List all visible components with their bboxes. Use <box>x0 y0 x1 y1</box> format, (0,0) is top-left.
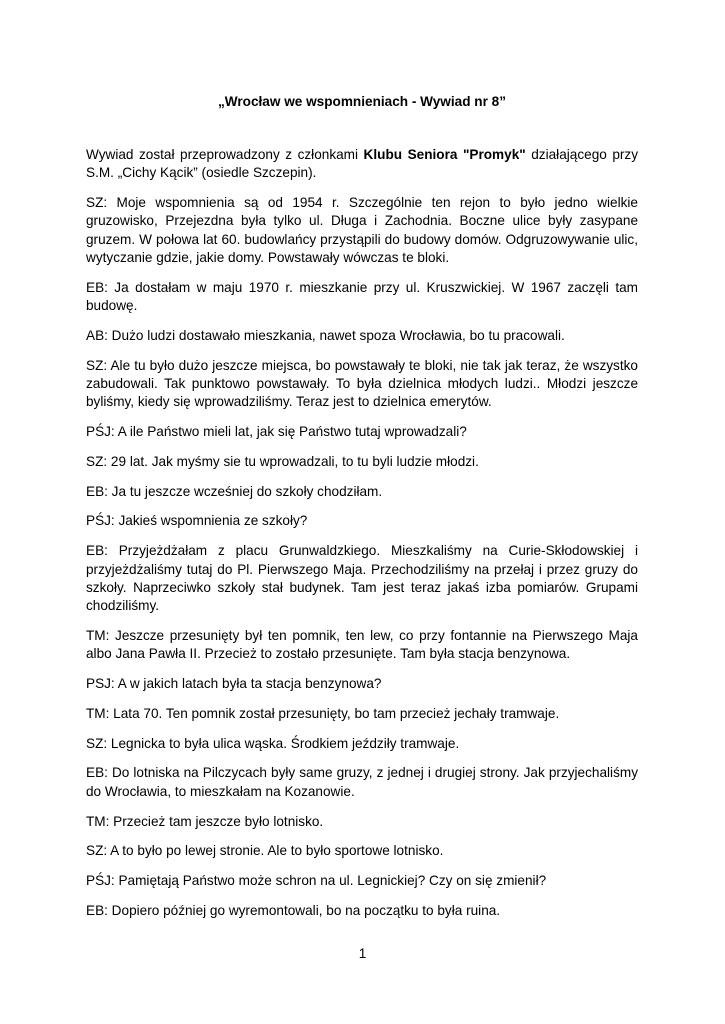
paragraph-eb-4: EB: Do lotniska na Pilczycach były same gruzy, z jednej i drugiej strony. Jak przyjechaliśmy do Wrocławia, to mieszkałam na Kozanowie. <box>86 765 638 799</box>
paragraph-eb-3: EB: Przyjeżdżałam z placu Grunwaldzkiego. Mieszkaliśmy na Curie-Skłodowskiej i przyjeżdżaliśmy tutaj do Pl. Pierwszego Maja. Przechodziliśmy na przełaj i przez gruzy do szkoły. Naprzeciwko szkoły stał budynek. Tam jest teraz jakaś izba pomiarów. Grupami chodziliśmy. <box>86 543 638 614</box>
paragraph-psj-1: PŚJ: A ile Państwo mieli lat, jak się Państwo tutaj wprowadzali? <box>86 424 467 440</box>
paragraph-tm-3: TM: Przecież tam jeszcze było lotnisko. <box>86 813 324 829</box>
paragraph-ab-1: AB: Dużo ludzi dostawało mieszkania, nawet spoza Wrocławia, bo tu pracowali. <box>86 327 565 343</box>
paragraph-eb-5: EB: Dopiero później go wyremontowali, bo na początku to była ruina. <box>86 902 501 918</box>
paragraph-tm-2: TM: Lata 70. Ten pomnik został przesunięty, bo tam przecież jechały tramwaje. <box>86 705 560 721</box>
paragraph-psj-2: PŚJ: Jakieś wspomnienia ze szkoły? <box>86 513 308 529</box>
club-name: Klubu Seniora "Promyk" <box>363 147 526 162</box>
paragraph-sz-1: SZ: Moje wspomnienia są od 1954 r. Szczególnie ten rejon to było jedno wielkie gruzowisko, Przejezdna była tylko ul. Długa i Zachodnia. Boczne ulice były zasypane gruzem. W połowa lat 60. budowlańcy przystąpili do budowy domów. Odgruzowywanie ulic, wytyczanie gdzie, jakie domy. Powstawały wówczas te bloki. <box>86 195 638 265</box>
document-body <box>86 146 638 932</box>
document-title: „Wrocław we wspomnieniach - Wywiad nr 8” <box>217 94 507 109</box>
intro-text-after: działającego przy S.M. „Cichy Kącik” (osiedle Szczepin). <box>86 147 639 181</box>
paragraph-sz-3: SZ: 29 lat. Jak myśmy sie tu wprowadzali, to tu byli ludzie młodzi. <box>86 453 479 469</box>
paragraph-psj-3: PSJ: A w jakich latach była ta stacja benzynowa? <box>86 676 382 692</box>
page-number: 1 <box>358 946 367 961</box>
paragraph-tm-1: TM: Jeszcze przesunięty był ten pomnik, ten lew, co przy fontannie na Pierwszego Maja albo Jana Pawła II. Przecież to zostało przesunięte. Tam była stacja benzynowa. <box>86 627 638 662</box>
paragraph-psj-4: PŚJ: Pamiętają Państwo może schron na ul. Legnickiej? Czy on się zmienił? <box>86 873 547 889</box>
paragraph-sz-2: SZ: Ale tu było dużo jeszcze miejsca, bo powstawały te bloki, nie tak jak teraz, że wszystko zabudowali. Tak punktowo powstawały. To była dzielnica młodych ludzi.. Młodzi jeszcze byliśmy, kiedy się wprowadziliśmy. Teraz jest to dzielnica emerytów. <box>86 357 638 410</box>
intro-text-before: Wywiad został przeprowadzony z członkami <box>86 147 364 162</box>
paragraph-eb-1: EB: Ja dostałam w maju 1970 r. mieszkanie przy ul. Kruszwickiej. W 1967 zaczęli tam budowę. <box>86 279 638 314</box>
intro-paragraph <box>86 146 638 183</box>
paragraph-eb-2: EB: Ja tu jeszcze wcześniej do szkoły chodziłam. <box>86 483 383 499</box>
paragraph-sz-4: SZ: Legnicka to była ulica wąska. Środkiem jeździły tramwaje. <box>86 735 460 751</box>
paragraph-sz-5: SZ: A to było po lewej stronie. Ale to było sportowe lotnisko. <box>86 843 444 859</box>
